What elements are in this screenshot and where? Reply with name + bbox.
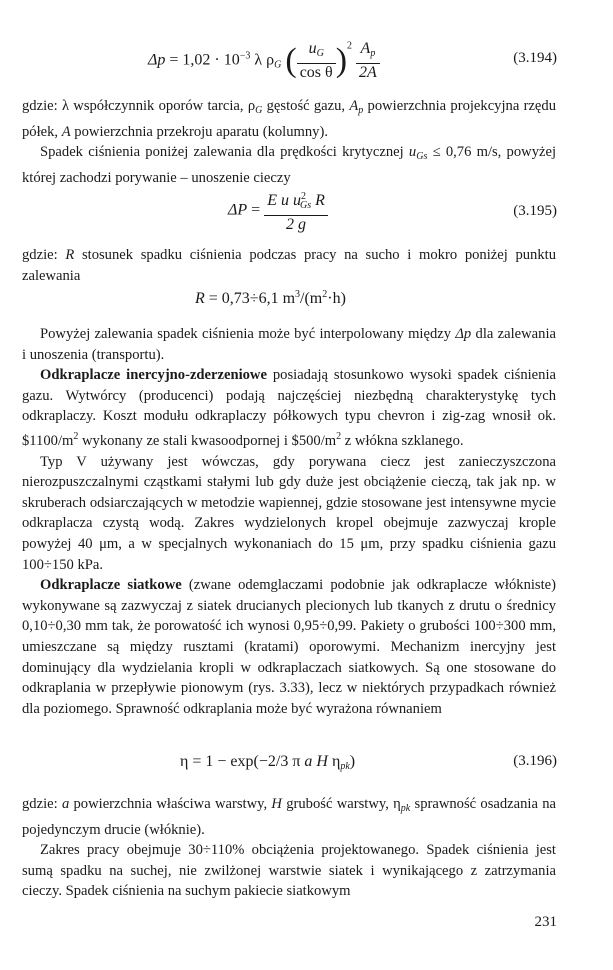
paragraph-mesh-separators: Odkraplacze siatkowe (zwane odemglaczami podobnie jak odkraplacze włókniste) wykonywane są zazwyczaj z siatek drucianych plecionych lub tkanych z drutu o średnicy 0,10÷0,30 mm tak, że porowatość ich wynosi 0,95÷0,99. Pakiety o grubości 100÷300 mm, umieszczane są między rusztami (kratami) oporowymi. Mechanizm inercyjny jest dominujący dla wydzielania kropli w odkraplaczach siatkowych. Są one stosowane do odkraplania w przepływie pionowym (rys. 3.33), lecz w niektórych przypadkach również dla poziomego. Sprawność odkraplania może być wyrażona równaniem: [22, 577, 556, 717]
page-number: 231: [534, 914, 557, 930]
paragraph-type-v: Typ V używany jest wówczas, gdy porywana ciecz jest zanieczyszczona nierozpuszczalnymi cząstkami stałymi lub gdy duże jest obciążenie cieczą, tak jak np. w skruberach odsiarczających w metodzie wapiennej, gdzie stosowane jest intensywne mycie odkraplacza czystą wodą. Zakres wydzielonych kropel obejmuje zazwyczaj krople powyżej 40 μm, a w specjalnych wykonaniach do 15 μm, przy spadku ciśnienia gazu 100÷150 kPa.: [22, 453, 556, 573]
eq195-fraction: $\frac{E u u^2_{Gs} R}{2 g}$: [264, 188, 328, 234]
paragraph-above-flooding: Powyżej zalewania spadek ciśnienia może być interpolowany między Δp dla zalewania i unoszenia (transportu).: [22, 326, 556, 363]
equation-3-194: $\Delta p = 1,02 \cdot 10^{-3}$ λ $\rho_G$ ( $\frac{u_G}{\text{cos θ}}$ )$^2$ $\frac{A_p}{2A}$: [148, 40, 380, 82]
eq-sign: =: [169, 51, 179, 69]
paragraph-operating-range: Zakres pracy obejmuje 30÷110% obciążenia projektowanego. Spadek ciśnienia jest sumą spadku na suchej, nie zwilżonej warstwie siatek i wynikającego z zatrzymania cieczy. Spadek ciśnienia na suchym pakiecie siatkowym: [22, 842, 556, 900]
eq-fraction-ap-2a: $\frac{A_p}{2A}$: [356, 40, 380, 82]
paragraph-inertial-impaction-separators: Odkraplacze inercyjno-zderzeniowe posiadają stosunkowo wysoki spadek ciśnienia gazu. Wytwórcy (producenci) podają najczęściej niezbędną charakterystykę tych odkraplaczy. Koszt modułu odkraplaczy półkowych typu chevron i zig-zag wnosił ok. $\$1100/m^2$ wykonany ze stali kwasoodpornej i $\$500/m^2$ z włókna szklanego.: [22, 367, 556, 449]
equation-number-3-196: (3.196): [513, 753, 557, 769]
eq-exp: −3: [239, 50, 251, 62]
eq-coef: 1,02 · 10: [182, 51, 240, 69]
eq-rho: ρ: [266, 51, 275, 69]
paragraph-pressure-drop-below-flooding: Spadek ciśnienia poniżej zalewania dla prędkości krytycznej $u_{Gs} \le 0,76$ m/s, powyżej której zachodzi porywanie – unoszenie cieczy: [22, 144, 556, 186]
equation-number-3-195: (3.195): [513, 203, 557, 219]
body-text: [22, 324, 556, 719]
eq-rho-sub: G: [274, 59, 282, 71]
eq-lhs: Δp: [148, 51, 166, 69]
eq-fraction-u-cos: $\frac{u_G}{\text{cos θ}}$: [297, 40, 336, 82]
paragraph-where-a-H: gdzie: a powierzchnia właściwa warstwy, H grubość warstwy, $\eta_{pk}$ sprawność osadzania na pojedynczym drucie (włóknie).: [22, 796, 556, 838]
equation-R-range: R = 0,73÷6,1 $m^3/(m^2\cdot h)$: [195, 289, 346, 307]
eq-square: 2: [347, 40, 353, 52]
paragraph-where-1: gdzie: λ współczynnik oporów tarcia, $\rho_G$ gęstość gazu, $A_p$ powierzchnia projekcyjna rzędu półek, A powierzchnia przekroju aparatu (kolumny). Spadek ciśnienia poniżej zalewania dla prędkości krytycznej $u_{Gs} \le 0,76$ m/s, powyżej której zachodzi porywanie – unoszenie cieczy: [22, 96, 556, 188]
eq-lambda: λ: [254, 51, 263, 69]
body-text-end: [22, 794, 556, 902]
equation-number-3-194: (3.194): [513, 50, 557, 66]
eq195-lhs: ΔP: [228, 201, 248, 219]
equation-3-196: η = 1 − exp(−2/3 π a H $\eta_{pk}$): [180, 753, 356, 772]
equation-3-195: ΔP = $\frac{E u u^2_{Gs} R}{2 g}$: [228, 188, 328, 234]
paragraph-where-R: gdzie: R stosunek spadku ciśnienia podczas pracy na sucho i mokro poniżej punktu zalewania: [22, 247, 557, 284]
